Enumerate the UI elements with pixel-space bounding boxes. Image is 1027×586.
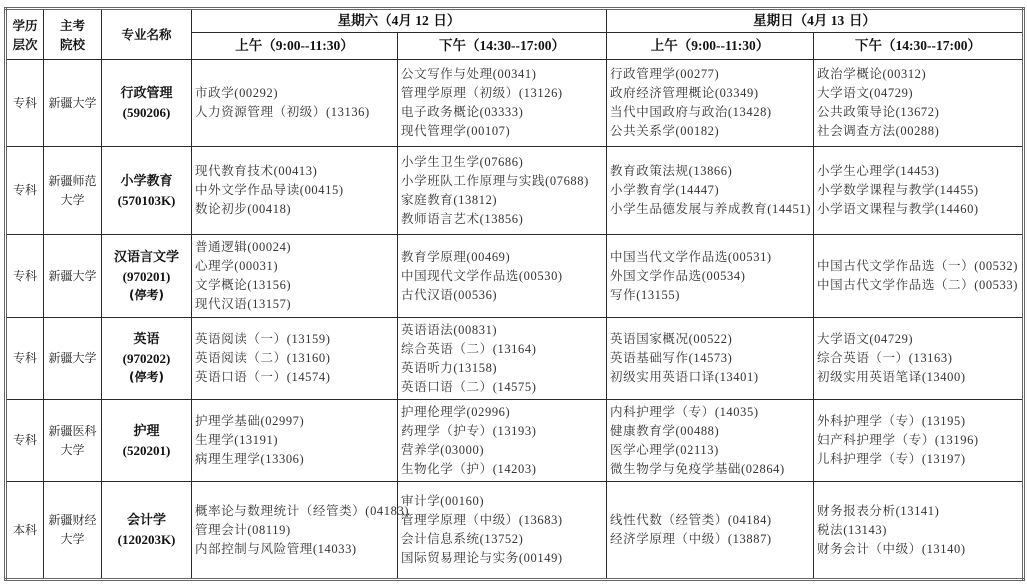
course-item: 社会调查方法(00288) [817,124,940,138]
course-item: 小学生心理学(14453) [817,164,940,178]
table-row [6,400,1024,482]
course-item: 写作(13155) [610,287,680,302]
course-item: 国际贸易理论与实务(00149) [401,551,563,565]
course-item: 英语口语（一）(14574) [195,370,331,384]
sun-pm-courses [814,482,1024,580]
course-item: 中国现代文学作品选(00530) [401,268,563,283]
level-text: 专科 [12,268,37,283]
exam-schedule-sheet [4,7,1022,579]
sat-am-courses [192,400,398,482]
sat-pm-courses [398,60,607,147]
session-header-sun-am [607,33,814,60]
course-item: 教育学原理(00469) [401,249,511,264]
course-item: 税法(13143) [817,522,887,537]
major-cell [102,482,192,580]
school-line: 新疆财经 [48,513,97,527]
major-code: (590206) [122,105,171,120]
school-line: 新疆大学 [48,95,97,110]
session-time: （14:30--17:00） [882,38,982,53]
course-item: 中国当代文学作品选(00531) [610,249,772,264]
sun-pm-courses [814,400,1024,482]
level-cell [6,318,44,400]
session-time: （14:30--17:00） [466,38,565,53]
course-item: 英语口语（二）(14575) [401,379,537,394]
course-item: 初级实用英语笔译(13400) [817,370,966,384]
course-item: 现代教育技术(00413) [195,164,318,178]
session-header-sat-pm [398,33,607,60]
course-item: 审计学(00160) [401,494,485,508]
header-row-days [6,9,1024,33]
major-code: (970202) [122,351,171,366]
school-text [44,511,101,549]
col-header-major: 专业名称 [102,9,192,60]
sat-am-courses [192,318,398,400]
course-item: 英语听力(13158) [401,360,498,375]
schedule-body [6,60,1024,580]
sat-pm-courses [398,400,607,482]
sun-am-courses [607,147,814,235]
col-header-level-line2: 层次 [12,36,38,52]
course-item: 政府经济管理概论(03349) [610,86,759,100]
sun-pm-courses [814,318,1024,400]
course-item: 文学概论(13156) [195,278,292,292]
sun-pm-courses [814,147,1024,235]
sun-pm-courses [814,235,1024,318]
course-item: 生理学(13191) [195,433,279,447]
course-item: 小学生卫生学(07686) [401,154,524,169]
course-item: 护理学基础(02997) [195,414,305,428]
day-header-month: 4 [391,13,399,28]
course-item: 管理学原理（初级）(13126) [401,86,563,100]
course-item: 健康教育学(00488) [610,423,720,438]
course-item: 医学心理学(02113) [610,442,719,457]
major-cell [102,235,192,318]
course-item: 概率论与数理统计（经管类）(04183) [195,503,410,518]
major-cell [102,318,192,400]
course-item: 教师语言艺术(13856) [401,211,524,226]
sun-am-courses [607,60,814,147]
course-item: 中国古代文学作品选（一）(00532) [817,259,1018,273]
day-header-saturday [192,9,607,33]
school-cell [44,318,102,400]
course-item: 外科护理学（专）(13195) [817,414,966,428]
session-label: 上午 [650,38,678,54]
school-line: 新疆大学 [48,268,97,283]
course-item: 管理会计(08119) [195,522,291,537]
level-cell [6,147,44,235]
level-cell [6,482,44,580]
session-time: （9:00--11:30） [677,38,770,53]
sat-pm-courses [398,147,607,235]
session-header-sat-am [192,33,398,60]
school-line: 新疆大学 [48,351,97,365]
course-item: 古代汉语(00536) [401,287,498,302]
table-row [6,318,1024,400]
course-item: 家庭教育(13812) [401,192,498,207]
major-code: (520201) [122,442,171,458]
school-line: 新疆医科 [48,423,97,438]
level-cell [6,235,44,318]
day-header-prefix: 星期日（ [753,13,808,29]
course-item: 儿科护理学（专）(13197) [817,452,966,466]
school-text [44,172,101,210]
major-note: (停考) [129,370,164,384]
sun-pm-courses [814,60,1024,147]
course-item: 药理学（护专）(13193) [401,423,537,438]
course-item: 市政学(00292) [195,86,279,100]
session-time: （9:00--11:30） [262,38,354,53]
session-label: 下午 [439,38,467,54]
course-item: 数论初步(00418) [195,202,292,216]
course-item: 电子政务概论(03333) [401,105,524,119]
table-row [6,147,1024,235]
course-item: 英语阅读（二）(13160) [195,351,331,365]
course-item: 小学教育学(14447) [610,183,720,197]
course-item: 英语语法(00831) [401,322,498,337]
session-label: 上午 [235,38,263,54]
major-name: 护理 [133,423,160,439]
day-header-month: 4 [807,13,814,28]
day-header-day-unit: 日） [848,13,876,29]
school-text [44,94,101,113]
course-item: 生物化学（护）(14203) [401,461,537,476]
course-item: 经济学原理（中级）(13887) [610,532,772,546]
course-item: 人力资源管理（初级）(13136) [195,105,370,119]
course-item: 心理学(00031) [195,259,279,273]
session-header-sun-pm [814,33,1024,60]
sun-am-courses [607,235,814,318]
course-item: 英语国家概况(00522) [610,332,733,346]
school-text [44,349,101,368]
course-item: 护理伦理学(02996) [401,404,511,419]
school-text [44,267,101,286]
major-note: (停考) [129,287,164,302]
course-item: 大学语文(04729) [817,86,914,100]
day-header-prefix: 星期六（ [337,13,392,29]
course-item: 公共政策导论(13672) [817,105,940,119]
course-item: 现代管理学(00107) [401,124,511,138]
course-item: 小学生品德发展与养成教育(14451) [610,202,811,216]
sat-am-courses [192,482,410,580]
major-name: 汉语言文学 [113,249,179,265]
course-item: 小学语文课程与教学(14460) [817,202,979,216]
course-item: 大学语文(04729) [817,332,914,346]
school-cell [44,60,102,147]
sun-am-courses [607,400,814,482]
day-header-month-unit: 月 [813,13,828,29]
course-item: 公文写作与处理(00341) [401,67,537,81]
school-line: 新疆师范 [48,173,97,188]
school-cell [44,235,102,318]
major-name: 小学教育 [120,173,173,189]
major-cell [102,400,192,482]
course-item: 中国古代文学作品选（二）(00533) [817,278,1018,292]
course-item: 英语基础写作(14573) [610,351,733,365]
sat-am-courses [192,147,398,235]
course-item: 初级实用英语口译(13401) [610,370,759,384]
col-header-level [6,9,44,60]
major-cell [102,60,192,147]
course-item: 小学数学课程与教学(14455) [817,183,979,197]
sat-pm-courses [398,482,607,580]
major-name: 行政管理 [120,86,173,101]
col-header-school-line2: 院校 [59,36,85,52]
school-line: 大学 [60,532,85,546]
level-text: 专科 [12,351,37,365]
course-item: 小学班队工作原理与实践(07688) [401,173,589,188]
day-header-month-unit: 月 [398,13,412,29]
school-cell [44,482,102,580]
course-item: 财务会计（中级）(13140) [817,541,966,556]
course-item: 普通逻辑(00024) [195,240,292,254]
course-item: 外国文学作品选(00534) [610,268,746,283]
col-header-school [44,9,102,60]
major-code: (970201) [122,268,171,284]
school-cell [44,147,102,235]
school-line: 大学 [60,442,85,457]
day-header-sunday [607,9,1024,33]
day-header-day: 12 [415,13,429,28]
course-item: 内科护理学（专）(14035) [610,404,759,419]
major-code: (120203K) [117,532,176,547]
sat-pm-courses [398,235,607,318]
course-item: 会计信息系统(13752) [401,532,524,546]
table-row [6,60,1024,147]
course-item: 中外文学作品导读(00415) [195,183,344,197]
level-text: 专科 [12,183,37,197]
level-cell [6,400,44,482]
course-item: 营养学(03000) [401,442,485,457]
course-item: 管理学原理（中级）(13683) [401,513,563,527]
course-item: 政治学概论(00312) [817,67,927,81]
course-item: 线性代数（经管类）(04184) [610,513,772,527]
school-cell [44,400,102,482]
course-item: 综合英语（一）(13163) [817,351,953,365]
course-item: 病理生理学(13306) [195,452,305,466]
table-row [6,482,1024,580]
sat-am-courses [192,60,398,147]
course-item: 当代中国政府与政治(13428) [610,105,772,119]
day-header-day-unit: 日） [433,13,461,29]
major-code: (570103K) [117,192,176,208]
course-item: 行政管理学(00277) [610,67,720,81]
course-item: 微生物学与免疫学基础(02864) [610,461,785,476]
level-text: 专科 [12,433,37,447]
school-line: 大学 [60,192,85,207]
level-text: 专科 [12,95,37,110]
major-name: 会计学 [126,513,166,528]
course-item: 教育政策法规(13866) [610,164,733,178]
level-text: 本科 [12,522,37,537]
course-item: 英语阅读（一）(13159) [195,332,331,346]
sun-am-courses [607,482,814,580]
major-name: 英语 [133,332,160,347]
col-header-level-line1: 学历 [12,17,38,33]
course-item: 综合英语（二）(13164) [401,341,537,356]
level-cell [6,60,44,147]
school-text [44,422,101,460]
sun-am-courses [607,318,814,400]
session-label: 下午 [855,38,883,54]
course-item: 财务报表分析(13141) [817,503,940,518]
course-item: 妇产科护理学（专）(13196) [817,433,979,447]
exam-schedule-table [4,7,1025,581]
sat-am-courses [192,235,398,318]
course-item: 公共关系学(00182) [610,124,720,138]
major-cell [102,147,192,235]
sat-pm-courses [398,318,607,400]
table-row [6,235,1024,318]
day-header-day: 13 [830,13,845,28]
col-header-school-line1: 主考 [59,17,85,33]
course-item: 现代汉语(13157) [195,297,292,311]
course-item: 内部控制与风险管理(14033) [195,541,357,556]
